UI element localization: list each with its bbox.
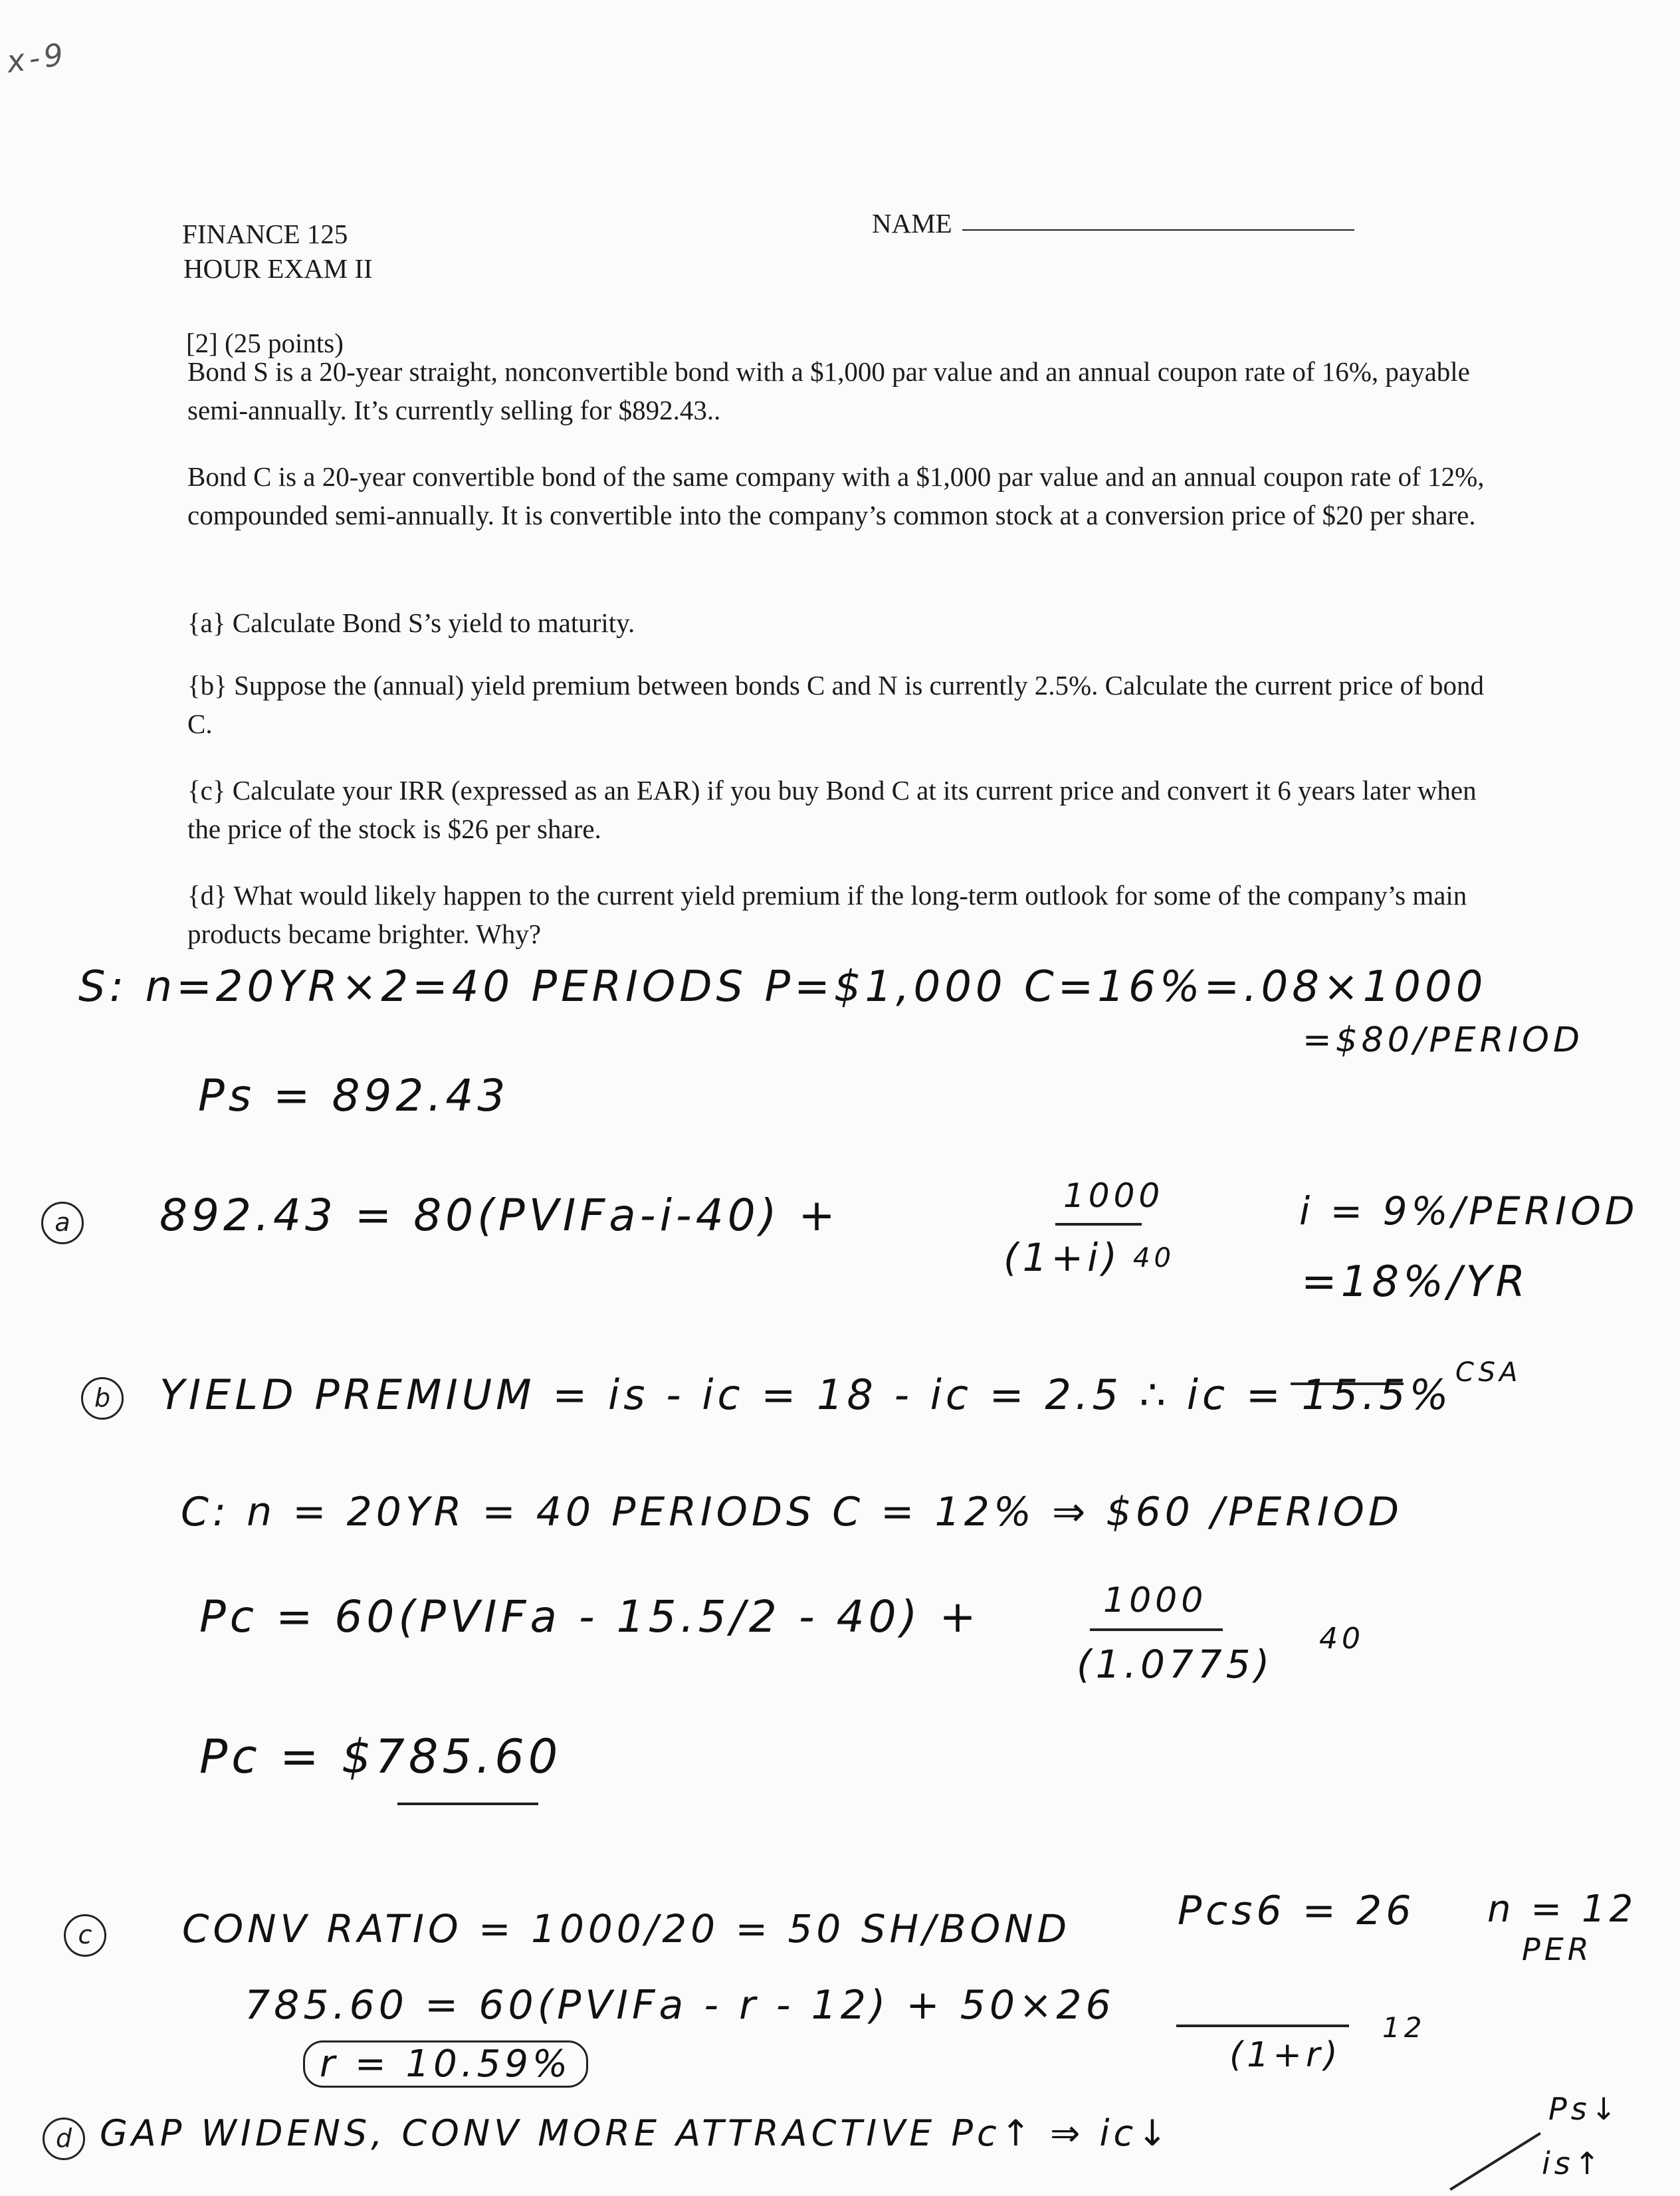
part-d-side-is: is↑	[1542, 2145, 1604, 2181]
part-b-fraction-num: 1000	[1103, 1581, 1208, 1620]
part-b-fraction-den: (1.0775)	[1077, 1642, 1274, 1687]
part-a-fraction-num: 1000	[1063, 1176, 1164, 1215]
part-b-price-equation: Pc = 60(PVIFa - 15.5/2 - 40) +	[199, 1591, 980, 1642]
part-c-fraction-bar	[1176, 2025, 1349, 2027]
part-c-conversion-ratio: CONV RATIO = 1000/20 = 50 SH/BOND	[182, 1906, 1071, 1951]
question-a: {a} Calculate Bond S’s yield to maturity.	[187, 607, 635, 638]
part-c-result: r = 10.59%	[303, 2040, 588, 2088]
part-b-fraction-bar	[1090, 1628, 1223, 1631]
part-a-rate-annual: =18%/YR	[1301, 1258, 1529, 1307]
part-d-slash	[1449, 2132, 1541, 2191]
problem-heading: [2] (25 points)	[186, 328, 344, 358]
part-b-premium: YIELD PREMIUM = is - ic = 18 - ic = 2.5 ∴ ic = 15.5%	[159, 1371, 1453, 1419]
part-c-fraction-den: (1+r)	[1229, 2035, 1342, 2075]
part-b-result: Pc = $785.60	[199, 1729, 562, 1784]
part-c-per: PER	[1522, 1931, 1593, 1967]
part-d-side-ps: Ps↓	[1548, 2091, 1621, 2127]
question-d: {d} What would likely happen to the current yield premium if the long-term outlook for some of the company’s main products became brighter. Why?	[187, 880, 1467, 949]
part-a-csa: CSA	[1455, 1357, 1522, 1388]
question-b: {b} Suppose the (annual) yield premium between bonds C and N is currently 2.5%. Calculate the current price of bond C.	[187, 670, 1485, 739]
part-b-underline	[397, 1803, 538, 1805]
part-d-circle: d	[43, 2118, 85, 2160]
exam-title: HOUR EXAM II	[183, 253, 373, 284]
part-c-equation: 785.60 = 60(PVIFa - r - 12) + 50×26	[245, 1982, 1115, 2029]
problem-para-bond-s: Bond S is a 20-year straight, nonconvertible bond with a $1,000 par value and an annual coupon rate of 16%, payable semi-annually. It’s currently selling for $892.43..	[187, 356, 1470, 425]
part-c-stock-price: Pcs6 = 26	[1178, 1888, 1416, 1934]
bond-s-price: Ps = 892.43	[198, 1070, 510, 1121]
course-title: FINANCE 125	[182, 219, 348, 249]
part-d-answer: GAP WIDENS, CONV MORE ATTRACTIVE Pc↑ ⇒ ic↓	[100, 2112, 1172, 2154]
part-b-exponent: 40	[1319, 1622, 1364, 1656]
problem-para-bond-c: Bond C is a 20-year convertible bond of the same company with a $1,000 par value and an annual coupon rate of 12%, compounded semi-annually. It is convertible into the company’s common stock at a conversion price of $20 per share.	[187, 461, 1485, 530]
part-a-rate: i = 9%/PERIOD	[1299, 1188, 1639, 1234]
part-c-exponent: 12	[1382, 2011, 1426, 2044]
bond-s-setup: S: n=20YR×2=40 PERIODS P=$1,000 C=16%=.08×1000	[78, 962, 1487, 1012]
part-a-fraction-bar	[1055, 1223, 1142, 1226]
part-a-fraction-den: (1+i)	[1003, 1235, 1121, 1280]
bond-s-coupon: =$80/PERIOD	[1303, 1020, 1584, 1060]
part-a-circle: a	[41, 1202, 84, 1244]
part-c-circle: c	[64, 1914, 106, 1957]
part-b-circle: b	[81, 1377, 124, 1420]
bond-c-setup: C: n = 20YR = 40 PERIODS C = 12% ⇒ $60 /PERIOD	[181, 1489, 1404, 1535]
part-c-periods: n = 12	[1487, 1888, 1637, 1931]
question-c: {c} Calculate your IRR (expressed as an EAR) if you buy Bond C at its current price and convert it 6 years later when the price of the stock is $26 per share.	[187, 775, 1477, 844]
part-a-exponent: 40	[1133, 1243, 1175, 1273]
part-a-equation: 892.43 = 80(PVIFa-i-40) +	[159, 1190, 839, 1241]
corner-mark: x-9	[4, 35, 70, 80]
name-input-line[interactable]	[962, 229, 1354, 231]
name-label: NAME	[872, 208, 952, 239]
